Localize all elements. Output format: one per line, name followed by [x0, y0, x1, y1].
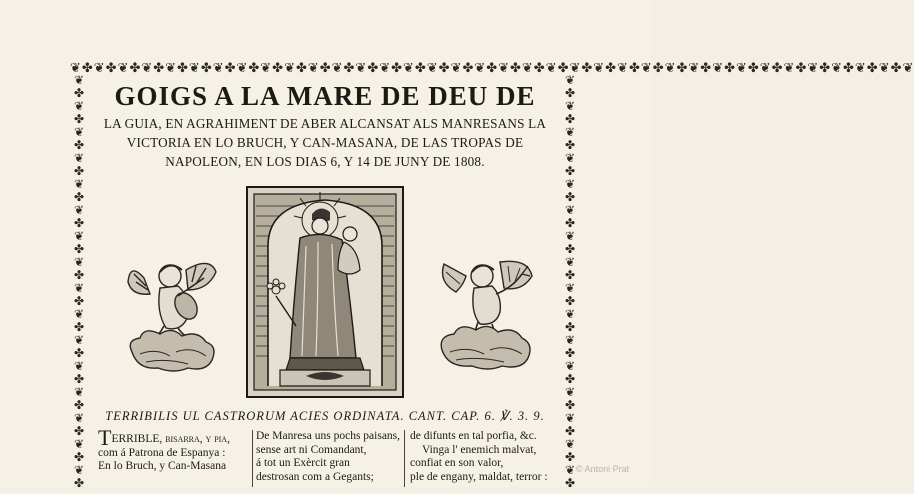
verse-line: confiat en son valor, — [410, 457, 504, 469]
angel-right-illustration — [438, 254, 534, 372]
ornamental-border-top: ❦✤❦✤❦✤❦✤❦✤❦✤❦✤❦✤❦✤❦✤❦✤❦✤❦✤❦✤❦✤❦✤❦✤❦✤❦✤❦✤❦✤❦✤❦✤❦✤❦✤❦✤❦✤❦✤❦✤❦✤❦✤❦✤❦✤❦✤❦✤❦ — [70, 60, 914, 75]
verse-line — [98, 425, 244, 450]
verse-first-line-rest: ERRIBLE, bisarra, y pia, — [111, 433, 230, 445]
virgin-woodcut-illustration — [246, 186, 404, 398]
latin-motto: TERRIBILIS UL CASTRORUM ACIES ORDINATA. CANT. CAP. 6. ℣. 3. 9. — [105, 409, 545, 423]
page-title: GOIGS A LA MARE DE DEU DE — [114, 81, 536, 111]
verse-line: ple de engany, maldat, terror : — [410, 470, 548, 483]
subtitle-line: NAPOLEON, EN LOS DIAS 6, Y 14 DE JUNY DE 1808. — [165, 154, 485, 169]
ornamental-border-left: ❦ ✤ ❦ ✤ ❦ ✤ ❦ ✤ ❦ ✤ ❦ ✤ ❦ ✤ ❦ ✤ ❦ ✤ ❦ ✤ ❦ ✤ ❦ ✤ ❦ ✤ ❦ ✤ ❦ ✤ ❦ ✤ — [73, 73, 85, 490]
verse-line: destrosan com a Gegants; — [256, 470, 374, 483]
verse-line: De Manresa uns pochs paisans, — [256, 430, 401, 442]
verse-line: á tot un Exèrcit gran — [256, 457, 350, 469]
verse-line: com á Patrona de Espanya : — [98, 446, 226, 459]
verse-line: Vinga l' enemich malvat, — [422, 443, 537, 456]
verse-line: En lo Bruch, y Can-Masana — [98, 460, 227, 472]
verse-columns — [96, 425, 558, 487]
column-rule — [404, 430, 405, 487]
copyright-watermark: © Antoni Prat — [576, 464, 630, 474]
ornamental-border-right: ❦ ✤ ❦ ✤ ❦ ✤ ❦ ✤ ❦ ✤ ❦ ✤ ❦ ✤ ❦ ✤ ❦ ✤ ❦ ✤ ❦ ✤ ❦ ✤ ❦ ✤ ❦ ✤ ❦ ✤ ❦ ✤ — [564, 73, 576, 490]
drop-capital: T — [98, 425, 112, 450]
verse-line: de difunts en tal porfia, &c. — [410, 430, 537, 442]
angel-left-illustration — [126, 256, 218, 374]
column-rule — [252, 430, 253, 487]
verse-column-2 — [256, 430, 402, 484]
verse-column-1 — [98, 425, 244, 474]
subtitle-line: LA GUIA, EN AGRAHIMENT DE ABER ALCANSAT ALS MANRESANS LA — [103, 116, 547, 131]
verse-line: sense art ni Comandant, — [256, 443, 367, 456]
subtitle — [92, 114, 558, 171]
subtitle-line: VICTORIA EN LO BRUCH, Y CAN-MASANA, DE LAS TROPAS DE — [126, 135, 524, 150]
verse-column-3 — [410, 430, 560, 484]
